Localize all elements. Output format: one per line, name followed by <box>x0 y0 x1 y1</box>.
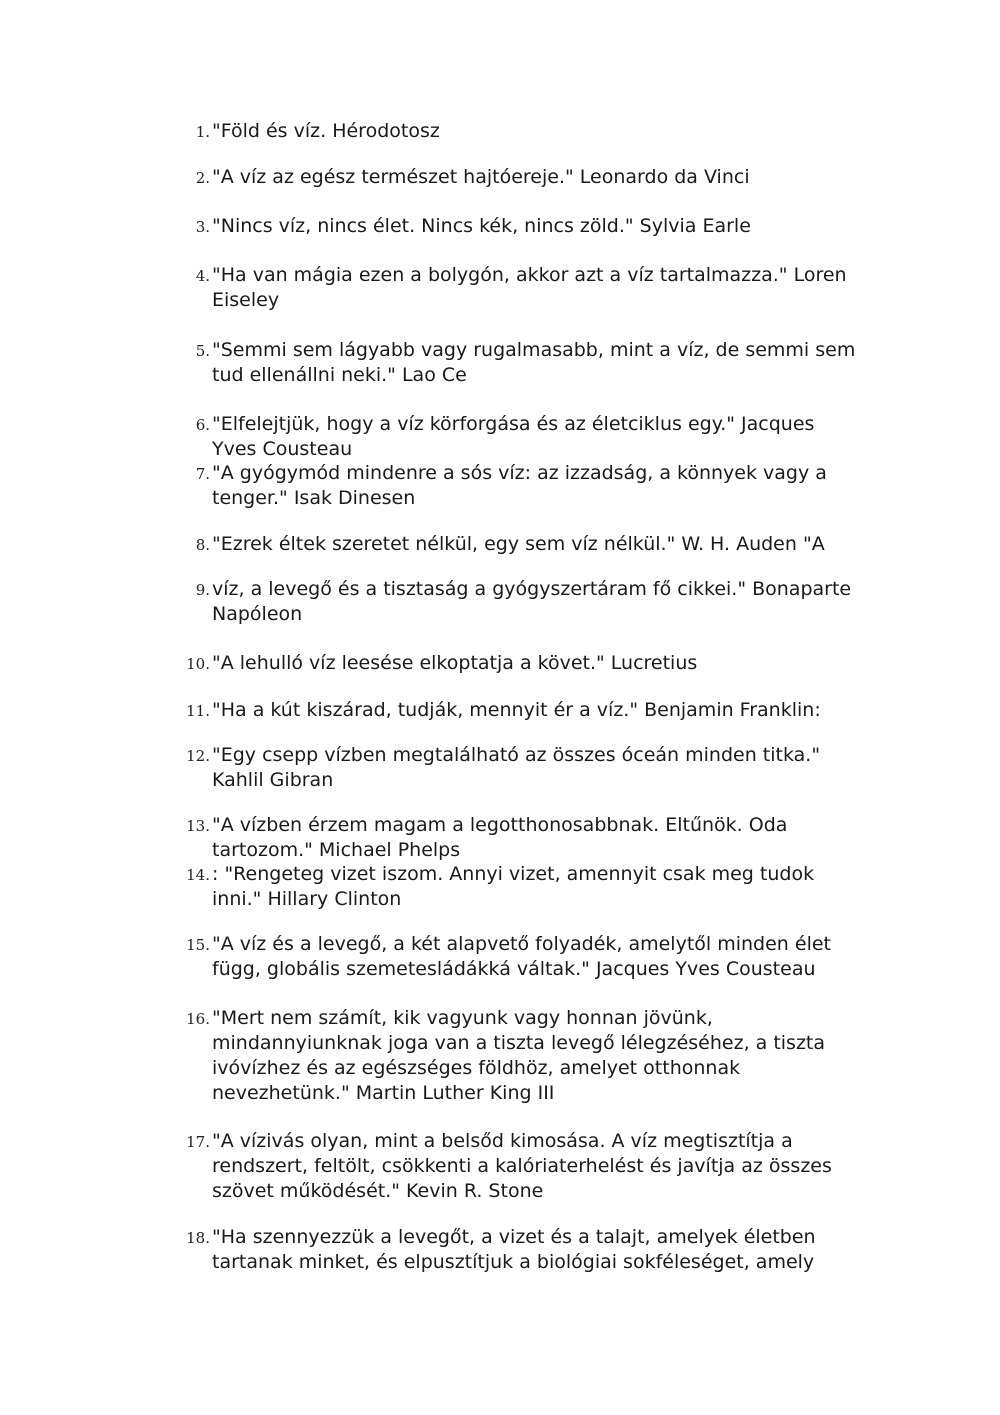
quote-text: "Semmi sem lágyabb vagy rugalmasabb, mint a víz, de semmi sem tud ellenállni neki." Lao Ce <box>212 339 856 386</box>
item-number: 8. <box>195 536 210 554</box>
quote-text: "Egy csepp vízben megtalálható az összes óceán minden titka." Kahlil Gibran <box>212 744 821 791</box>
item-number: 13. <box>186 817 210 835</box>
quote-text: "A víz és a levegő, a két alapvető folyadék, amelytől minden élet függ, globális szemetesládákká váltak." Jacques Yves Cousteau <box>212 933 831 980</box>
item-number: 17. <box>186 1133 210 1151</box>
item-number: 15. <box>186 936 210 954</box>
quote-text: "Ezrek éltek szeretet nélkül, egy sem víz nélkül." W. H. Auden "A <box>212 533 825 555</box>
item-number: 9. <box>195 581 210 599</box>
quote-text: "Föld és víz. Hérodotosz <box>212 120 440 142</box>
item-number: 16. <box>186 1010 210 1028</box>
quote-text: "Ha a kút kiszárad, tudják, mennyit ér a víz." Benjamin Franklin: <box>212 699 821 721</box>
quote-text: "A vízben érzem magam a legotthonosabbnak. Eltűnök. Oda tartozom." Michael Phelps <box>212 814 788 861</box>
quote-text: "Ha szennyezzük a levegőt, a vizet és a talajt, amelyek életben tartanak minket, és elpusztítjuk a biológiai sokféleséget, amely <box>212 1226 816 1273</box>
quote-text: "A vízivás olyan, mint a belsőd kimosása. A víz megtisztítja a rendszert, feltölt, csökkenti a kalóriaterhelést és javítja az összes szövet működését." Kevin R. Stone <box>212 1130 832 1202</box>
quote-text: "Nincs víz, nincs élet. Nincs kék, nincs zöld." Sylvia Earle <box>212 215 751 237</box>
item-number: 6. <box>195 416 210 434</box>
item-number: 2. <box>195 169 210 187</box>
item-number: 5. <box>195 342 210 360</box>
item-number: 1. <box>195 123 210 141</box>
item-number: 11. <box>186 702 210 720</box>
quote-text: "A lehulló víz leesése elkoptatja a követ." Lucretius <box>212 652 698 674</box>
quote-text: "Mert nem számít, kik vagyunk vagy honnan jövünk, mindannyiunknak joga van a tiszta levegő lélegzéséhez, a tiszta ivóvízhez és az egészséges földhöz, amelyet otthonnak nevezhetünk." Martin Luther King III <box>212 1007 826 1104</box>
item-number: 10. <box>186 655 210 673</box>
quote-text: : "Rengeteg vizet iszom. Annyi vizet, amennyit csak meg tudok inni." Hillary Clinton <box>212 863 815 910</box>
quote-text: víz, a levegő és a tisztaság a gyógyszertáram fő cikkei." Bonaparte Napóleon <box>212 578 852 625</box>
item-number: 4. <box>195 267 210 285</box>
item-number: 3. <box>195 218 210 236</box>
item-number: 14. <box>186 866 210 884</box>
quote-text: "A víz az egész természet hajtóereje." Leonardo da Vinci <box>212 166 750 188</box>
quote-text: "Ha van mágia ezen a bolygón, akkor azt a víz tartalmazza." Loren Eiseley <box>212 264 847 311</box>
quote-text: "A gyógymód mindenre a sós víz: az izzadság, a könnyek vagy a tenger." Isak Dinesen <box>212 462 827 509</box>
quote-text: "Elfelejtjük, hogy a víz körforgása és az életciklus egy." Jacques Yves Cousteau <box>212 413 815 460</box>
item-number: 12. <box>186 747 210 765</box>
item-number: 18. <box>186 1229 210 1247</box>
item-number: 7. <box>195 465 210 483</box>
